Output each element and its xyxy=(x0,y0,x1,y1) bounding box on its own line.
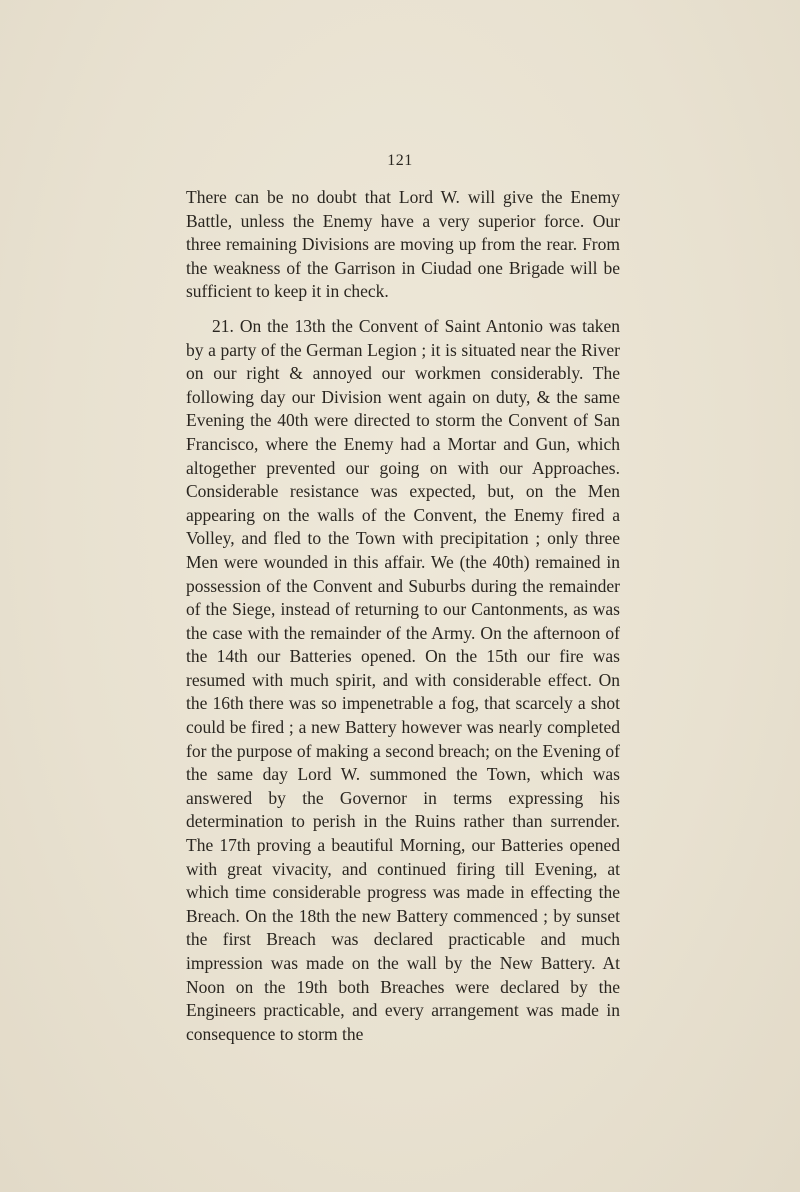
paragraph-1: There can be no doubt that Lord W. will give the Enemy Battle, unless the Enemy have a very superior force. Our three remaining Divisions are moving up from the rear. From the weakness of the Garrison in Ciudad one Brigade will be sufficient to keep it in check. xyxy=(186,187,620,302)
paragraph-2: 21. On the 13th the Convent of Saint Antonio was taken by a party of the German Legion ; it is situated near the River on our right & annoyed our workmen considerably. The following day our Division went again on duty, & the same Evening the 40th were directed to storm the Convent of San Francisco, where the Enemy had a Mortar and Gun, which altogether prevented our going on with our Approaches. Considerable resistance was expected, but, on the Men appearing on the walls of the Convent, the Enemy fired a Volley, and fled to the Town with precipitation ; only three Men were wounded in this affair. We (the 40th) remained in possession of the Convent and Suburbs during the remainder of the Siege, instead of returning to our Cantonments, as was the case with the remainder of the Army. On the afternoon of the 14th our Batteries opened. On the 15th our fire was resumed with much spirit, and with considerable effect. On the 16th there was so impenetrable a fog, that scarcely a shot could be fired ; a new Battery however was nearly completed for the purpose of making a second breach; on the Evening of the same day Lord W. summoned the Town, which was answered by the Governor in terms expressing his determination to perish in the Ruins rather than surrender. The 17th proving a beautiful Morning, our Batteries opened with great vivacity, and continued firing till Evening, at which time considerable progress was made in effecting the Breach. On the 18th the new Battery commenced ; by sunset the first Breach was declared practicable and much impression was made on the wall by the New Battery. At Noon on the 19th both Breaches were declared by the Engineers practicable, and every arrangement was made in consequence to storm the xyxy=(186,315,620,1044)
page-number: 121 xyxy=(387,152,413,169)
body-text xyxy=(186,186,620,1046)
